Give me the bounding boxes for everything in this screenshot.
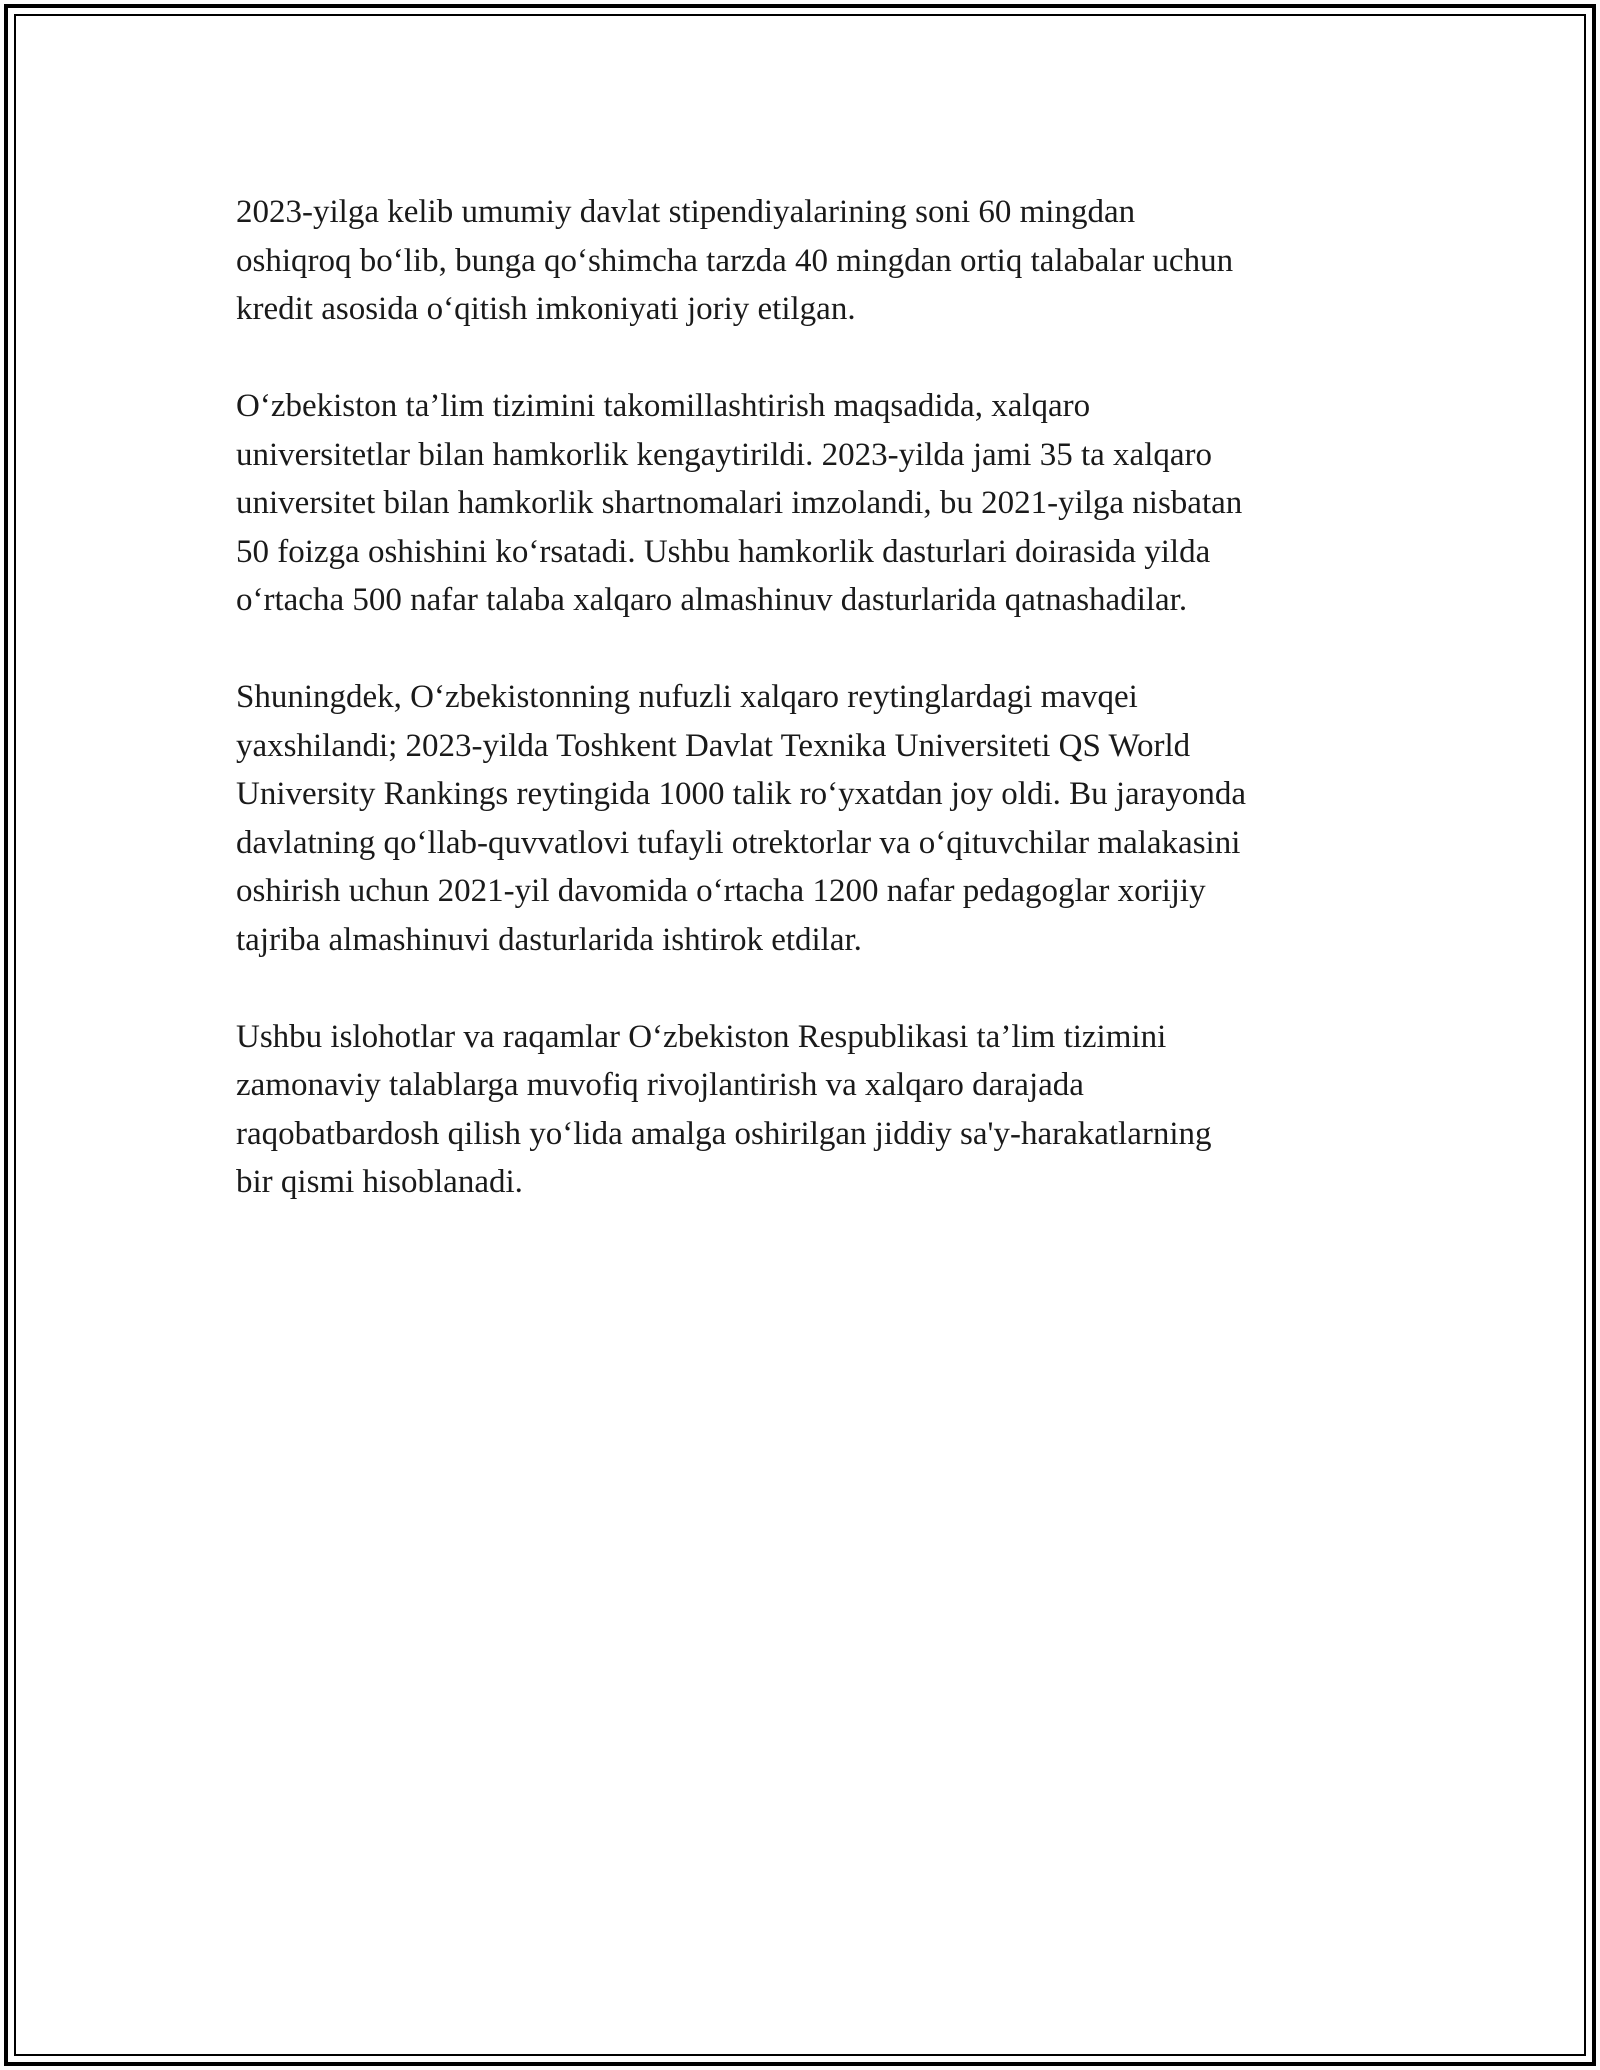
paragraph-scholarships: 2023-yilga kelib umumiy davlat stipendiyalarining soni 60 mingdan oshiqroq bo‘lib, bunga qo‘shimcha tarzda 40 mingdan ortiq talabalar uchun kredit asosida o‘qitish imkoniyati joriy etilgan. — [236, 194, 1234, 327]
document-body — [236, 188, 1376, 1255]
paragraph-international-cooperation: O‘zbekiston ta’lim tizimini takomillashtirish maqsadida, xalqaro universitetlar bilan hamkorlik kengaytirildi. 2023-yilda jami 35 ta xalqaro universitet bilan hamkorlik shartnomalari imzolandi, bu 2021-yilga nisbatan 50 foizga oshishini ko‘rsatadi. Ushbu hamkorlik dasturlari doirasida yilda o‘rtacha 500 nafar talaba xalqaro almashinuv dasturlarida qatnashadilar. — [236, 388, 1243, 618]
paragraph-rankings: Shuningdek, O‘zbekistonning nufuzli xalqaro reytinglardagi mavqei yaxshilandi; 2023-yilda Toshkent Davlat Texnika Universiteti QS World University Rankings reytingida 1000 talik ro‘yxatdan joy oldi. Bu jarayonda davlatning qo‘llab-quvvatlovi tufayli otrektorlar va o‘qituvchilar malakasini oshirish uchun 2021-yil davomida o‘rtacha 1200 nafar pedagoglar xorijiy tajriba almashinuvi dasturlarida ishtirok etdilar. — [236, 679, 1246, 958]
paragraph-conclusion: Ushbu islohotlar va raqamlar O‘zbekiston Respublikasi ta’lim tizimini zamonaviy talablarga muvofiq rivojlantirish va xalqaro darajada raqobatbardosh qilish yo‘lida amalga oshirilgan jiddiy sa'y-harakatlarning bir qismi hisoblanadi. — [236, 1018, 1212, 1200]
